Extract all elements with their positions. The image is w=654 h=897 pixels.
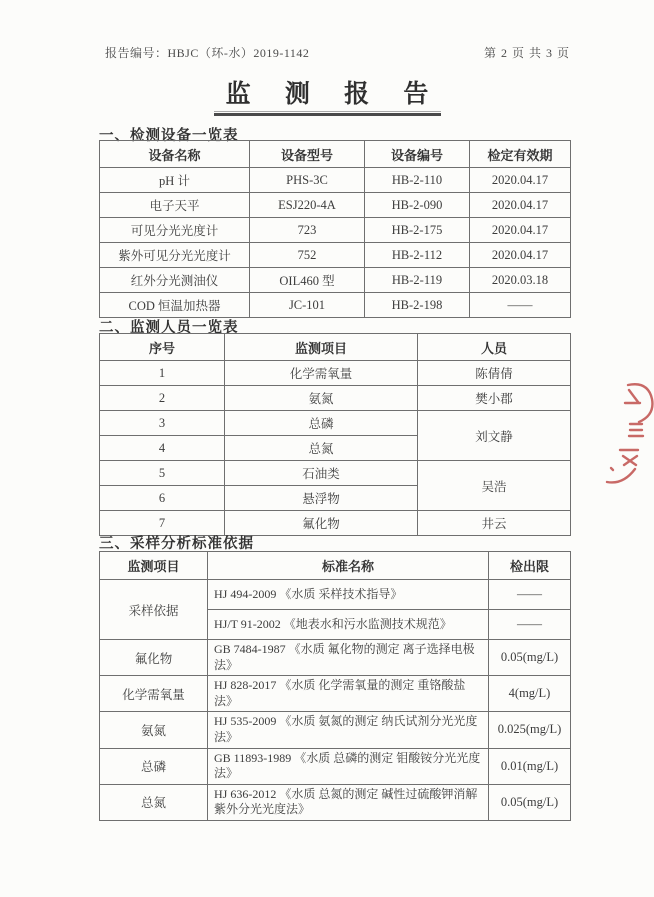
cell: 紫外可见分光光度计 <box>100 243 250 268</box>
cell: 1 <box>100 361 225 386</box>
cell: 2020.04.17 <box>470 193 571 218</box>
cell: 化学需氧量 <box>225 361 418 386</box>
section-heading-personnel: 二、监测人员一览表 <box>99 320 239 336</box>
cell: 0.05(mg/L) <box>489 640 571 676</box>
table-row <box>100 193 571 218</box>
table-header-row <box>100 552 571 580</box>
cell: HB-2-112 <box>365 243 470 268</box>
col-header: 设备编号 <box>365 141 470 168</box>
cell: COD 恒温加热器 <box>100 293 250 318</box>
table-row <box>100 218 571 243</box>
table-row <box>100 243 571 268</box>
table-row <box>100 784 571 820</box>
cell: HB-2-110 <box>365 168 470 193</box>
col-header: 检定有效期 <box>470 141 571 168</box>
cell: 总磷 <box>100 748 208 784</box>
cell: PHS-3C <box>250 168 365 193</box>
table-row <box>100 748 571 784</box>
cell: GB 11893-1989 《水质 总磷的测定 钼酸铵分光光度法》 <box>208 748 489 784</box>
cell: 陈倩倩 <box>418 361 571 386</box>
standards-table <box>99 551 571 821</box>
cell: 氟化物 <box>100 640 208 676</box>
col-header: 设备型号 <box>250 141 365 168</box>
report-number: 报告编号：HBJC（环-水）2019-1142 <box>105 46 310 60</box>
cell: OIL460 型 <box>250 268 365 293</box>
cell: 红外分光测油仪 <box>100 268 250 293</box>
cell: 752 <box>250 243 365 268</box>
table-header-row <box>100 141 571 168</box>
col-header: 人员 <box>418 334 571 361</box>
cell: HJ 636-2012 《水质 总氮的测定 碱性过硫酸钾消解紫外分光光度法》 <box>208 784 489 820</box>
cell: 总氮 <box>100 784 208 820</box>
table-row <box>100 411 571 436</box>
table-row <box>100 293 571 318</box>
cell: GB 7484-1987 《水质 氟化物的测定 离子选择电极法》 <box>208 640 489 676</box>
cell: 0.025(mg/L) <box>489 712 571 748</box>
table-row <box>100 461 571 486</box>
col-header: 监测项目 <box>225 334 418 361</box>
cell: HJ 535-2009 《水质 氨氮的测定 纳氏试剂分光光度法》 <box>208 712 489 748</box>
cell: 总磷 <box>225 411 418 436</box>
table-row <box>100 168 571 193</box>
table-row <box>100 712 571 748</box>
cell: —— <box>489 580 571 610</box>
cell: 0.05(mg/L) <box>489 784 571 820</box>
col-header: 序号 <box>100 334 225 361</box>
table-row <box>100 386 571 411</box>
table-row <box>100 580 571 610</box>
cell: 化学需氧量 <box>100 676 208 712</box>
section-heading-equipment: 一、检测设备一览表 <box>99 128 239 144</box>
cell: HB-2-119 <box>365 268 470 293</box>
cell: 刘文静 <box>418 411 571 461</box>
table-row <box>100 676 571 712</box>
cell: 2020.04.17 <box>470 243 571 268</box>
title-underline <box>214 111 441 117</box>
cell: JC-101 <box>250 293 365 318</box>
page-indicator: 第 2 页 共 3 页 <box>484 46 571 60</box>
col-header: 检出限 <box>489 552 571 580</box>
cell: —— <box>470 293 571 318</box>
table-row <box>100 640 571 676</box>
cell: HJ 494-2009 《水质 采样技术指导》 <box>208 580 489 610</box>
cell: 总氮 <box>225 436 418 461</box>
cell: 4(mg/L) <box>489 676 571 712</box>
red-seal-fragment <box>598 372 654 496</box>
col-header: 监测项目 <box>100 552 208 580</box>
equipment-table <box>99 140 571 318</box>
cell: —— <box>489 610 571 640</box>
cell: 4 <box>100 436 225 461</box>
cell: 井云 <box>418 511 571 536</box>
cell: HB-2-198 <box>365 293 470 318</box>
col-header: 标准名称 <box>208 552 489 580</box>
cell: ESJ220-4A <box>250 193 365 218</box>
cell: 6 <box>100 486 225 511</box>
cell: 氨氮 <box>225 386 418 411</box>
cell: 2020.04.17 <box>470 218 571 243</box>
cell: 2 <box>100 386 225 411</box>
cell: 电子天平 <box>100 193 250 218</box>
cell: 2020.03.18 <box>470 268 571 293</box>
cell: HJ/T 91-2002 《地表水和污水监测技术规范》 <box>208 610 489 640</box>
section-heading-standards: 三、采样分析标准依据 <box>99 536 254 552</box>
cell: 采样依据 <box>100 580 208 640</box>
cell: 3 <box>100 411 225 436</box>
seal-graphic <box>598 372 654 496</box>
cell: HJ 828-2017 《水质 化学需氧量的测定 重铬酸盐法》 <box>208 676 489 712</box>
table-row <box>100 268 571 293</box>
cell: 723 <box>250 218 365 243</box>
cell: 0.01(mg/L) <box>489 748 571 784</box>
cell: 氨氮 <box>100 712 208 748</box>
cell: 7 <box>100 511 225 536</box>
cell: 石油类 <box>225 461 418 486</box>
table-header-row <box>100 334 571 361</box>
cell: 悬浮物 <box>225 486 418 511</box>
cell: HB-2-090 <box>365 193 470 218</box>
cell: HB-2-175 <box>365 218 470 243</box>
cell: 2020.04.17 <box>470 168 571 193</box>
col-header: 设备名称 <box>100 141 250 168</box>
page-title: 监 测 报 告 <box>225 81 443 108</box>
table-row <box>100 361 571 386</box>
personnel-table <box>99 333 571 536</box>
cell: 5 <box>100 461 225 486</box>
cell: 樊小郡 <box>418 386 571 411</box>
cell: 氟化物 <box>225 511 418 536</box>
cell: 可见分光光度计 <box>100 218 250 243</box>
cell: pH 计 <box>100 168 250 193</box>
cell: 吴浩 <box>418 461 571 511</box>
